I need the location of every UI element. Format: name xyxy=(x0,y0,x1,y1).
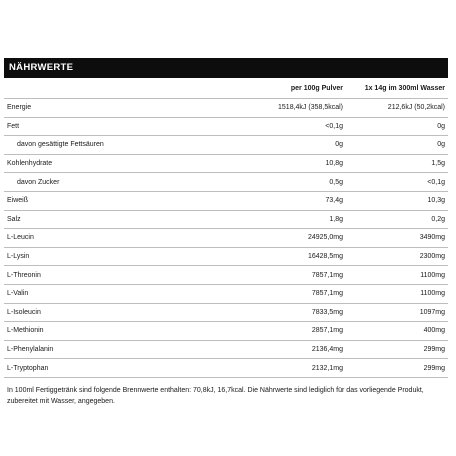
table-row xyxy=(4,247,448,266)
nutrient-name: L-Tryptophan xyxy=(7,364,49,372)
value-per-serving: <0,1g xyxy=(427,178,445,186)
table-row xyxy=(4,340,448,359)
nutrient-name: L-Valin xyxy=(7,290,29,298)
table-row xyxy=(4,284,448,303)
value-per-100g: 1,8g xyxy=(329,215,343,223)
value-per-serving: 1100mg xyxy=(420,290,445,298)
table-row xyxy=(4,154,448,173)
value-per-100g: 10,8g xyxy=(325,160,343,168)
nutrient-name: Salz xyxy=(7,215,21,223)
value-per-serving: 299mg xyxy=(423,364,445,372)
nutrition-panel xyxy=(4,58,448,407)
column-header-per-serving: 1x 14g im 300ml Wasser xyxy=(364,84,445,92)
nutrient-name: L-Phenylalanin xyxy=(7,346,54,354)
nutrient-name: Kohlenhydrate xyxy=(7,160,53,168)
column-header-name xyxy=(4,78,209,99)
table-row xyxy=(4,266,448,285)
table-header-row xyxy=(4,78,448,99)
nutrition-table xyxy=(4,78,448,378)
value-per-100g: 0,5g xyxy=(329,178,343,186)
footnote: In 100ml Fertiggetränk sind folgende Brennwerte enthalten: 70,8kJ, 16,7kcal. Die Nährwerte sind lediglich für das vorliegende Produkt, zubereitet mit Wasser, angegeben. xyxy=(7,386,424,405)
value-per-100g: 7833,5mg xyxy=(311,308,343,316)
table-row xyxy=(4,359,448,378)
table-row xyxy=(4,303,448,322)
value-per-100g: 24925,0mg xyxy=(307,234,343,242)
nutrient-name: L-Isoleucin xyxy=(7,308,41,316)
nutrient-name: L-Methionin xyxy=(7,327,44,335)
table-row xyxy=(4,117,448,136)
value-per-100g: 0g xyxy=(335,141,343,149)
value-per-100g: 2857,1mg xyxy=(311,327,343,335)
table-row xyxy=(4,173,448,192)
nutrient-name: davon gesättigte Fettsäuren xyxy=(17,141,104,149)
value-per-100g: 1518,4kJ (358,5kcal) xyxy=(278,104,343,112)
value-per-serving: 400mg xyxy=(423,327,445,335)
value-per-serving: 3490mg xyxy=(419,234,445,242)
nutrition-title: NÄHRWERTE xyxy=(4,58,448,78)
table-row xyxy=(4,210,448,229)
table-row xyxy=(4,322,448,341)
value-per-serving: 0g xyxy=(437,141,445,149)
value-per-serving: 299mg xyxy=(423,346,445,354)
nutrient-name: Energie xyxy=(7,104,32,112)
nutrient-name: L-Lysin xyxy=(7,253,30,261)
value-per-100g: 73,4g xyxy=(325,197,343,205)
value-per-serving: 1,5g xyxy=(431,160,445,168)
value-per-100g: 2132,1mg xyxy=(311,364,343,372)
value-per-serving: 2300mg xyxy=(419,253,445,261)
nutrient-name: Eiweiß xyxy=(7,197,29,205)
nutrient-name: davon Zucker xyxy=(17,178,60,186)
table-row xyxy=(4,99,448,118)
value-per-100g: 16428,5mg xyxy=(307,253,343,261)
value-per-serving: 1100mg xyxy=(420,271,445,279)
value-per-100g: 2136,4mg xyxy=(311,346,343,354)
value-per-serving: 0,2g xyxy=(431,215,445,223)
value-per-serving: 0g xyxy=(437,122,445,130)
nutrient-name: Fett xyxy=(7,122,20,130)
table-row xyxy=(4,191,448,210)
value-per-serving: 212,6kJ (50,2kcal) xyxy=(387,104,445,112)
value-per-serving: 10,3g xyxy=(427,197,445,205)
column-header-per-100g: per 100g Pulver xyxy=(290,84,343,92)
nutrient-name: L-Threonin xyxy=(7,271,41,279)
table-row xyxy=(4,136,448,155)
value-per-100g: 7857,1mg xyxy=(311,290,343,298)
value-per-100g: <0,1g xyxy=(325,122,343,130)
value-per-serving: 1097mg xyxy=(419,308,445,316)
table-row xyxy=(4,229,448,248)
nutrient-name: L-Leucin xyxy=(7,234,34,242)
value-per-100g: 7857,1mg xyxy=(311,271,343,279)
